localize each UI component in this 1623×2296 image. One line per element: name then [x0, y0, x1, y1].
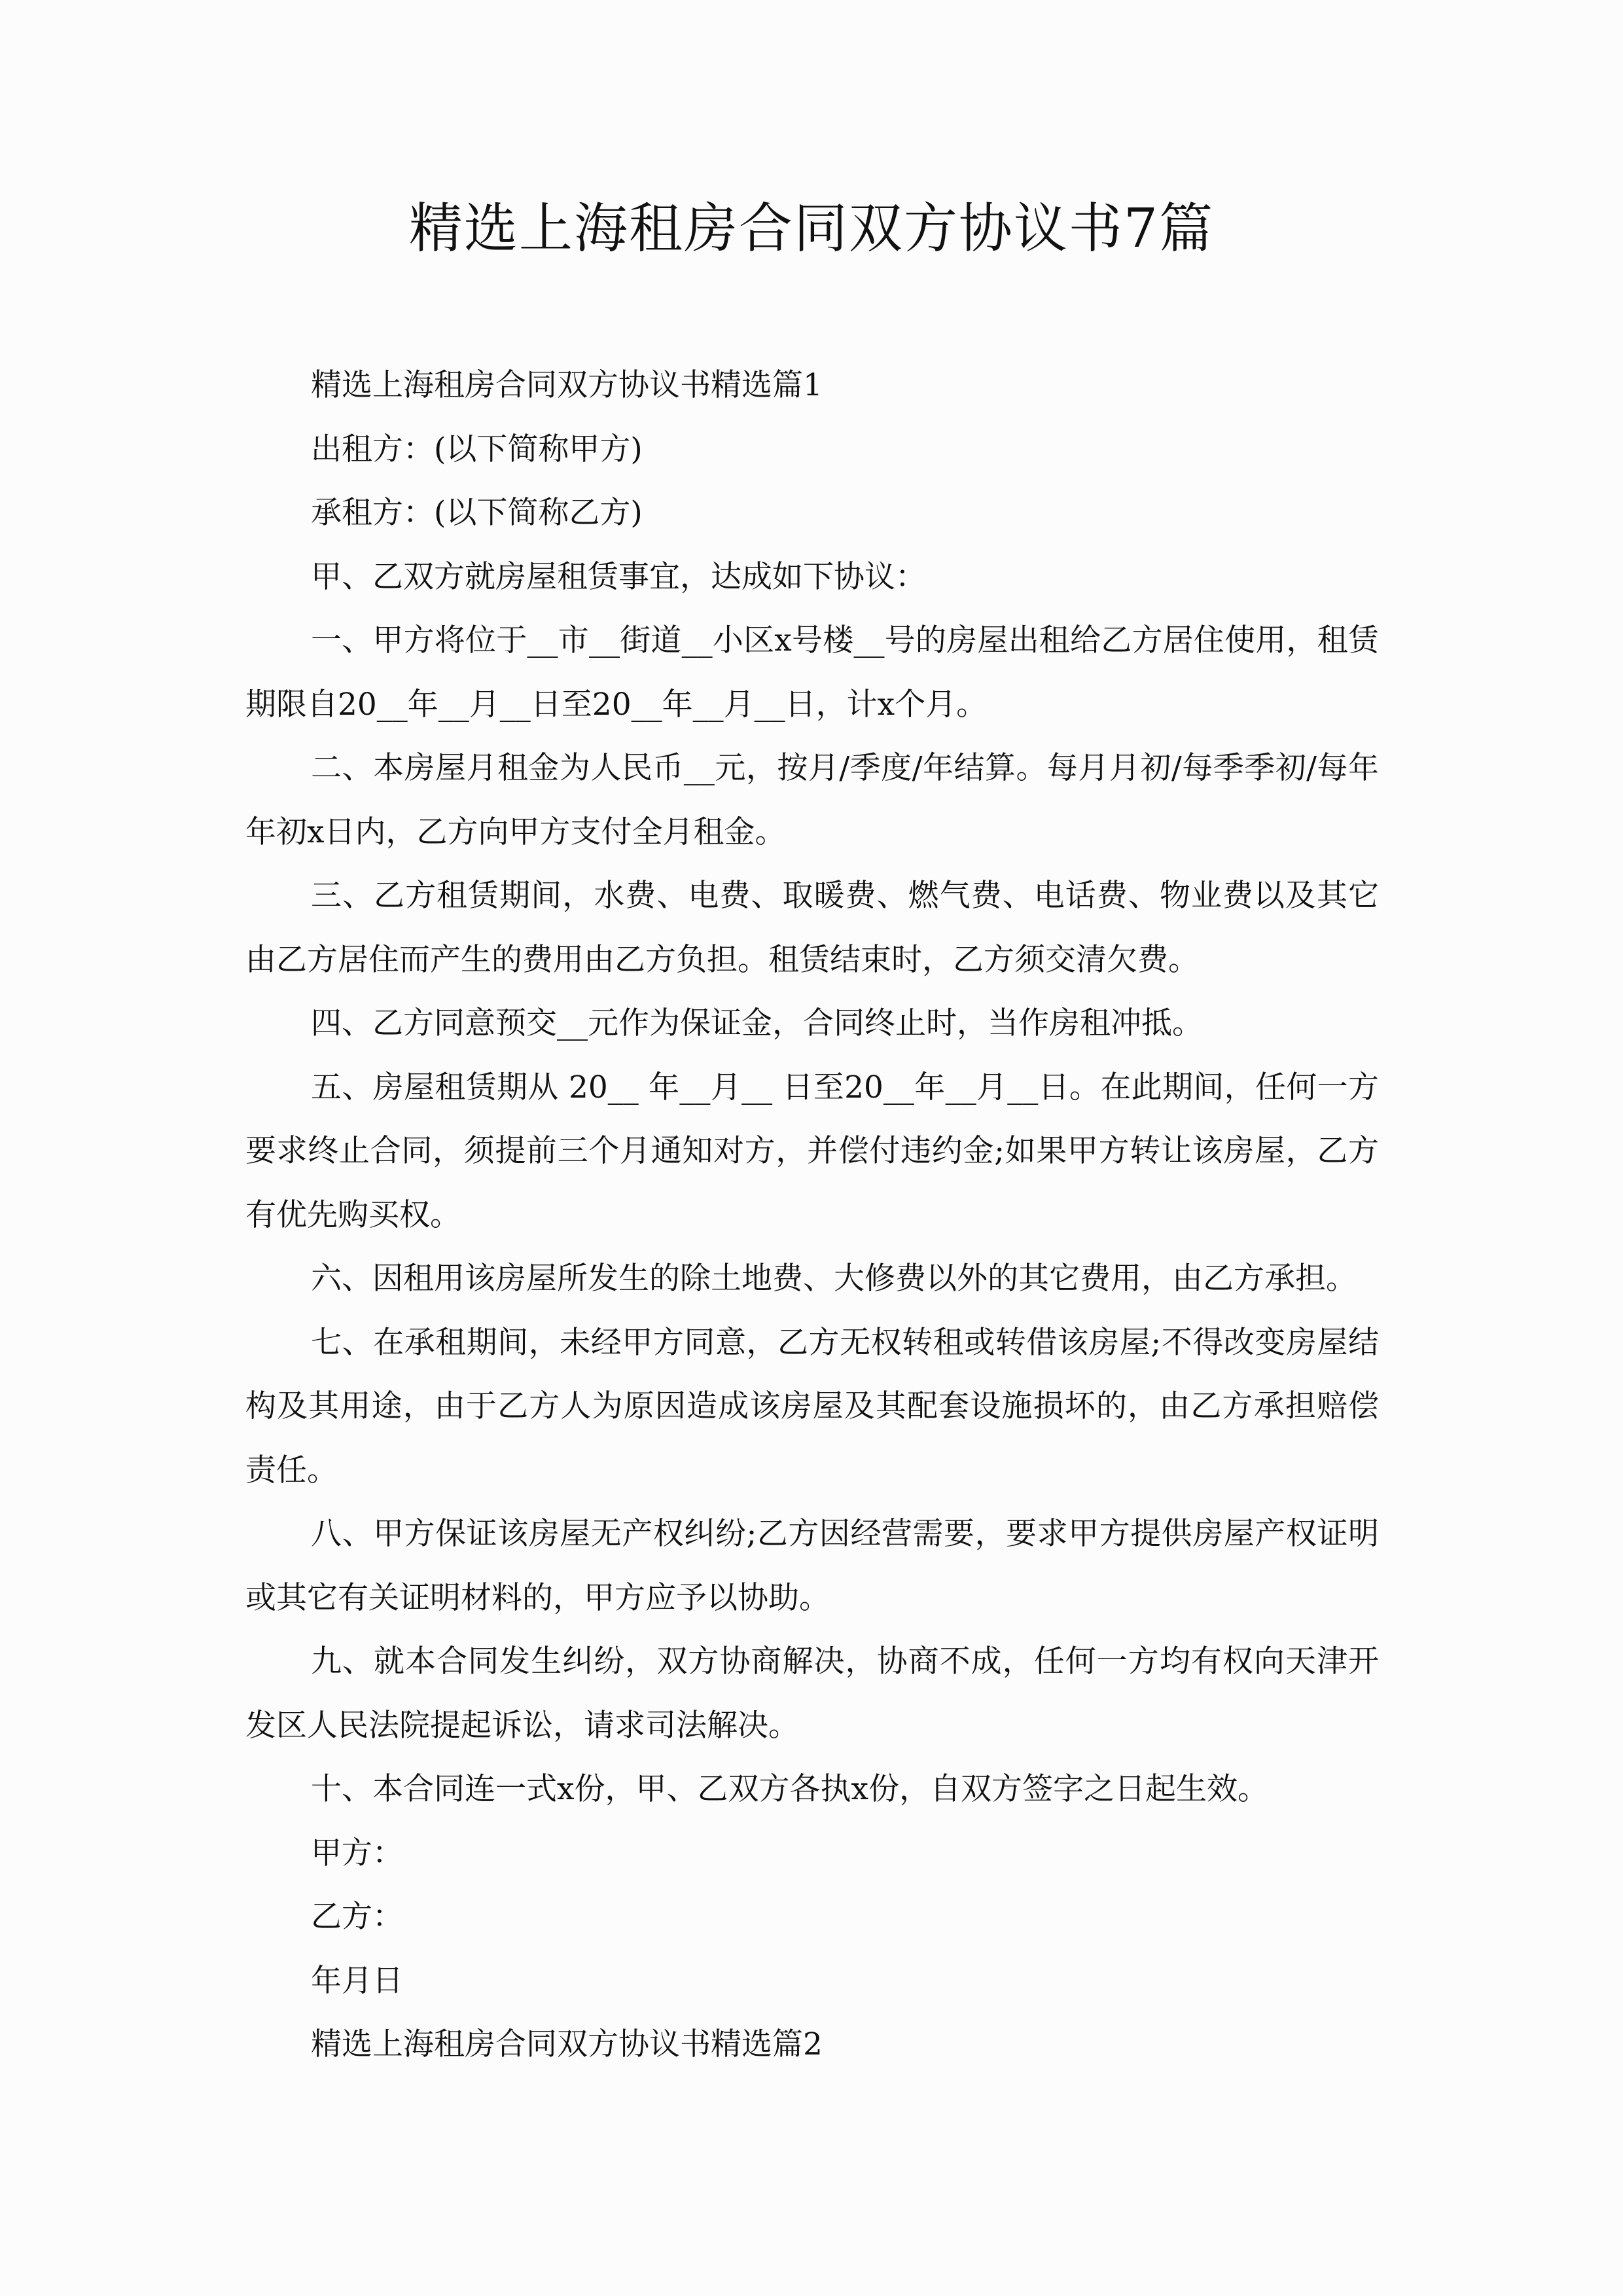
clause-3: 三、乙方租赁期间，水费、电费、取暖费、燃气费、电话费、物业费以及其它由乙方居住而产生的费用由乙方负担。租赁结束时，乙方须交清欠费。 — [245, 878, 1379, 978]
signature-date: 年月日 — [311, 1962, 403, 1999]
document-body — [245, 353, 1379, 2077]
party-a-signature: 甲方： — [311, 1835, 403, 1871]
agreement-intro: 甲、乙双方就房屋租赁事宜，达成如下协议： — [311, 558, 926, 595]
lessee-line: 承租方：(以下简称乙方) — [311, 495, 643, 531]
section-heading-2: 精选上海租房合同双方协议书精选篇2 — [311, 2026, 823, 2062]
clause-10: 十、本合同连一式x份，甲、乙双方各执x份，自双方签字之日起生效。 — [311, 1771, 1269, 1807]
party-b-signature: 乙方： — [311, 1899, 403, 1935]
lessor-line: 出租方：(以下简称甲方) — [311, 431, 643, 467]
clause-6: 六、因租用该房屋所发生的除土地费、大修费以外的其它费用，由乙方承担。 — [311, 1261, 1357, 1297]
clause-8: 八、甲方保证该房屋无产权纠纷;乙方因经营需要，要求甲方提供房屋产权证明或其它有关证明材料的，甲方应予以协助。 — [245, 1516, 1379, 1616]
clause-2: 二、本房屋月租金为人民币__元，按月/季度/年结算。每月月初/每季季初/每年年初x日内，乙方向甲方支付全月租金。 — [245, 750, 1379, 850]
section-heading-1: 精选上海租房合同双方协议书精选篇1 — [311, 367, 823, 403]
clause-5: 五、房屋租赁期从 20__ 年__月__ 日至20__年__月__日。在此期间，任何一方要求终止合同，须提前三个月通知对方，并偿付违约金;如果甲方转让该房屋，乙方有优先购买权。 — [245, 1069, 1379, 1233]
clause-1: 一、甲方将位于__市__街道__小区x号楼__号的房屋出租给乙方居住使用，租赁期限自20__年__月__日至20__年__月__日，计x个月。 — [245, 622, 1379, 723]
clause-9: 九、就本合同发生纠纷，双方协商解决，协商不成，任何一方均有权向天津开发区人民法院提起诉讼，请求司法解决。 — [245, 1643, 1379, 1744]
clause-7: 七、在承租期间，未经甲方同意，乙方无权转租或转借该房屋;不得改变房屋结构及其用途，由于乙方人为原因造成该房屋及其配套设施损坏的，由乙方承担赔偿责任。 — [245, 1324, 1379, 1488]
document-title: 精选上海租房合同双方协议书7篇 — [408, 198, 1215, 260]
clause-4: 四、乙方同意预交__元作为保证金，合同终止时，当作房租冲抵。 — [311, 1005, 1203, 1041]
